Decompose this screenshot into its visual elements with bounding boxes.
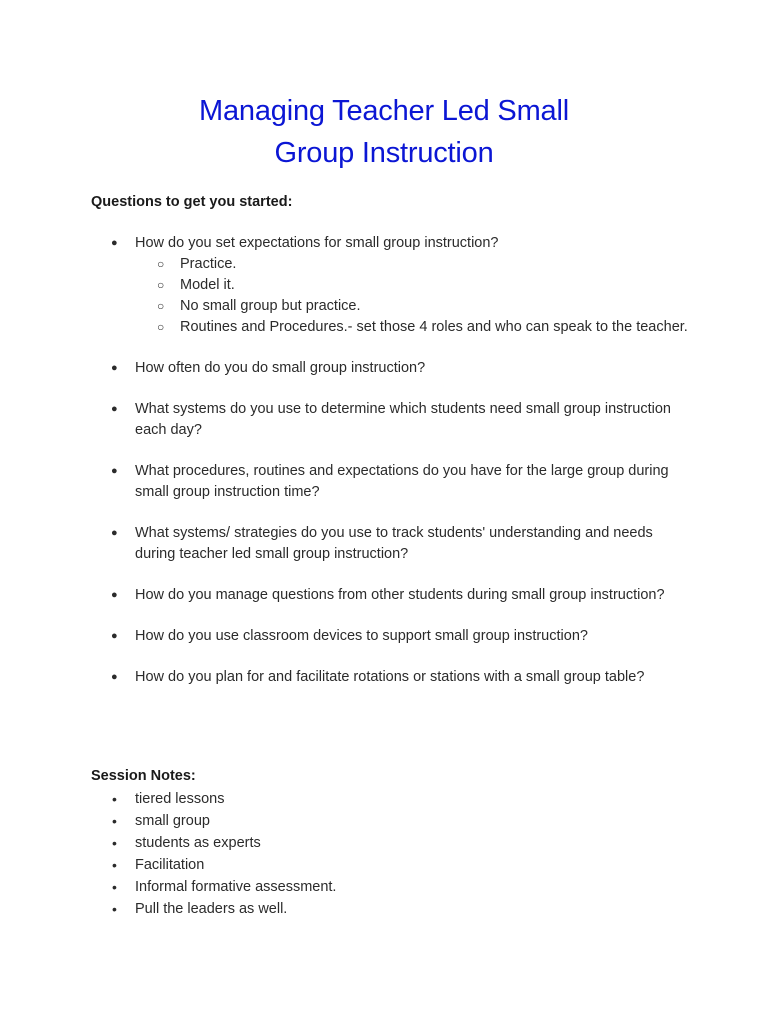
small-bullet-icon: •: [112, 813, 117, 829]
question-text: What procedures, routines and expectations do you have for the large group during small group instruction time?: [135, 463, 669, 500]
question-text: What systems/ strategies do you use to track students' understanding and needs during teacher led small group instruction?: [135, 525, 653, 562]
question-item: [91, 358, 691, 379]
sub-list-item: [135, 317, 691, 338]
note-text: Pull the leaders as well.: [135, 901, 288, 917]
question-item: [91, 399, 691, 441]
hollow-bullet-icon: ○: [157, 320, 165, 334]
questions-heading: Questions to get you started:: [91, 194, 293, 210]
sub-item-text: No small group but practice.: [180, 298, 361, 314]
note-text: Facilitation: [135, 857, 205, 873]
filled-bullet-icon: ●: [111, 630, 118, 642]
question-item: [91, 461, 691, 503]
hollow-bullet-icon: ○: [157, 299, 165, 313]
note-text: Informal formative assessment.: [135, 879, 337, 895]
hollow-bullet-icon: ○: [157, 278, 165, 292]
small-bullet-icon: •: [112, 857, 117, 873]
small-bullet-icon: •: [112, 901, 117, 917]
filled-bullet-icon: ●: [111, 403, 118, 415]
question-text: How do you plan for and facilitate rotations or stations with a small group table?: [135, 669, 645, 685]
note-item: [91, 832, 336, 854]
sub-list-item: [135, 254, 691, 275]
note-item: [91, 810, 336, 832]
sub-list-item: [135, 275, 691, 296]
sub-item-text: Practice.: [180, 256, 237, 272]
note-text: small group: [135, 813, 210, 829]
document-title-line-1: Managing Teacher Led Small: [199, 95, 569, 127]
question-item: [91, 667, 691, 688]
filled-bullet-icon: ●: [111, 589, 118, 601]
question-text: How do you manage questions from other students during small group instruction?: [135, 587, 665, 603]
questions-list: [91, 233, 691, 708]
filled-bullet-icon: ●: [111, 465, 118, 477]
filled-bullet-icon: ●: [111, 237, 118, 249]
question-item: [91, 233, 691, 338]
session-notes-heading: Session Notes:: [91, 768, 196, 784]
small-bullet-icon: •: [112, 791, 117, 807]
question-item: [91, 626, 691, 647]
question-text: What systems do you use to determine which students need small group instruction each day?: [135, 401, 671, 438]
hollow-bullet-icon: ○: [157, 257, 165, 271]
question-text: How do you use classroom devices to support small group instruction?: [135, 628, 588, 644]
note-item: [91, 854, 336, 876]
question-sub-list: [135, 254, 691, 338]
note-text: tiered lessons: [135, 791, 225, 807]
filled-bullet-icon: ●: [111, 362, 118, 374]
note-item: [91, 788, 336, 810]
document-title: [0, 90, 768, 174]
question-item: [91, 523, 691, 565]
note-item: [91, 876, 336, 898]
filled-bullet-icon: ●: [111, 527, 118, 539]
note-item: [91, 898, 336, 920]
sub-list-item: [135, 296, 691, 317]
question-text: How do you set expectations for small group instruction?: [135, 235, 499, 251]
sub-item-text: Model it.: [180, 277, 235, 293]
filled-bullet-icon: ●: [111, 671, 118, 683]
sub-item-text: Routines and Procedures.- set those 4 roles and who can speak to the teacher.: [180, 319, 688, 335]
small-bullet-icon: •: [112, 835, 117, 851]
session-notes-list: [91, 788, 336, 920]
document-title-line-2: Group Instruction: [274, 137, 494, 169]
question-text: How often do you do small group instruction?: [135, 360, 426, 376]
small-bullet-icon: •: [112, 879, 117, 895]
note-text: students as experts: [135, 835, 261, 851]
question-item: [91, 585, 691, 606]
